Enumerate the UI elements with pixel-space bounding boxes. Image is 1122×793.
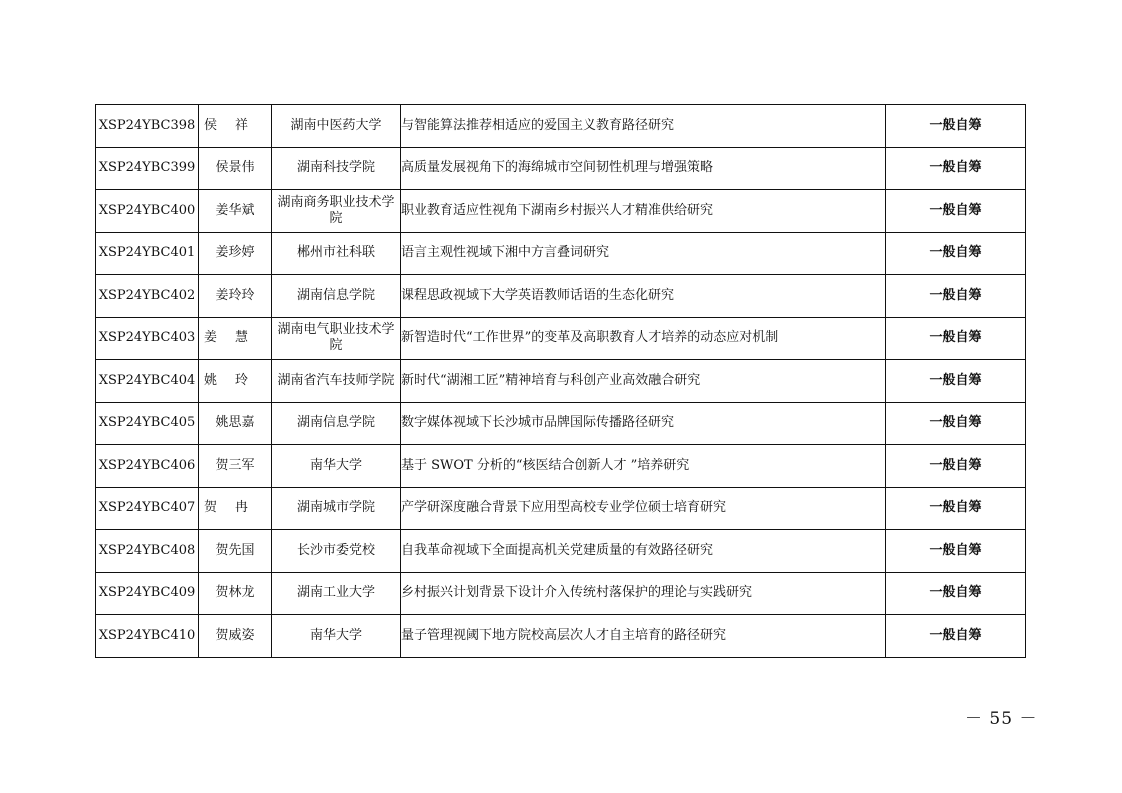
project-type: 一般自筹 <box>886 105 1026 148</box>
project-title: 职业教育适应性视角下湖南乡村振兴人才精准供给研究 <box>401 190 886 233</box>
table-row <box>96 487 1026 530</box>
project-table <box>95 104 1026 658</box>
project-title: 自我革命视域下全面提高机关党建质量的有效路径研究 <box>401 530 886 573</box>
applicant-name: 贺冉 <box>199 487 272 530</box>
table-row <box>96 572 1026 615</box>
institution: 湖南科技学院 <box>272 147 401 190</box>
table-row <box>96 317 1026 360</box>
institution: 南华大学 <box>272 445 401 488</box>
project-type: 一般自筹 <box>886 275 1026 318</box>
project-title: 量子管理视阈下地方院校高层次人才自主培育的路径研究 <box>401 615 886 658</box>
project-id: XSP24YBC409 <box>96 572 199 615</box>
project-title: 产学研深度融合背景下应用型高校专业学位硕士培育研究 <box>401 487 886 530</box>
table-row <box>96 147 1026 190</box>
project-id: XSP24YBC401 <box>96 232 199 275</box>
institution: 郴州市社科联 <box>272 232 401 275</box>
institution: 湖南省汽车技师学院 <box>272 360 401 403</box>
project-type: 一般自筹 <box>886 487 1026 530</box>
applicant-name: 姚玲 <box>199 360 272 403</box>
table-row <box>96 105 1026 148</box>
project-type: 一般自筹 <box>886 317 1026 360</box>
institution: 湖南城市学院 <box>272 487 401 530</box>
institution: 湖南中医药大学 <box>272 105 401 148</box>
project-type: 一般自筹 <box>886 530 1026 573</box>
institution: 湖南电气职业技术学院 <box>272 317 401 360</box>
institution: 湖南信息学院 <box>272 402 401 445</box>
project-id: XSP24YBC408 <box>96 530 199 573</box>
project-type: 一般自筹 <box>886 402 1026 445</box>
project-id: XSP24YBC400 <box>96 190 199 233</box>
project-id: XSP24YBC398 <box>96 105 199 148</box>
applicant-name: 贺先国 <box>199 530 272 573</box>
project-title: 数字媒体视域下长沙城市品牌国际传播路径研究 <box>401 402 886 445</box>
project-type: 一般自筹 <box>886 147 1026 190</box>
institution: 湖南信息学院 <box>272 275 401 318</box>
table-row <box>96 530 1026 573</box>
project-type: 一般自筹 <box>886 360 1026 403</box>
applicant-name: 姜玲玲 <box>199 275 272 318</box>
project-id: XSP24YBC404 <box>96 360 199 403</box>
project-title: 与智能算法推荐相适应的爱国主义教育路径研究 <box>401 105 886 148</box>
applicant-name: 侯祥 <box>199 105 272 148</box>
project-title: 高质量发展视角下的海绵城市空间韧性机理与增强策略 <box>401 147 886 190</box>
table-row <box>96 232 1026 275</box>
applicant-name: 贺三军 <box>199 445 272 488</box>
applicant-name: 姚思嘉 <box>199 402 272 445</box>
applicant-name: 姜珍婷 <box>199 232 272 275</box>
project-title: 语言主观性视域下湘中方言叠词研究 <box>401 232 886 275</box>
table-row <box>96 402 1026 445</box>
table-row <box>96 190 1026 233</box>
institution: 湖南工业大学 <box>272 572 401 615</box>
project-type: 一般自筹 <box>886 572 1026 615</box>
institution: 南华大学 <box>272 615 401 658</box>
applicant-name: 贺威姿 <box>199 615 272 658</box>
project-id: XSP24YBC405 <box>96 402 199 445</box>
applicant-name: 侯景伟 <box>199 147 272 190</box>
applicant-name: 姜华斌 <box>199 190 272 233</box>
applicant-name: 姜慧 <box>199 317 272 360</box>
project-title: 新智造时代“工作世界”的变革及高职教育人才培养的动态应对机制 <box>401 317 886 360</box>
table-row <box>96 360 1026 403</box>
project-id: XSP24YBC410 <box>96 615 199 658</box>
page-number: － 55 － <box>965 709 1038 729</box>
institution: 湖南商务职业技术学院 <box>272 190 401 233</box>
project-id: XSP24YBC406 <box>96 445 199 488</box>
project-id: XSP24YBC407 <box>96 487 199 530</box>
project-type: 一般自筹 <box>886 190 1026 233</box>
project-title: 新时代“湖湘工匠”精神培育与科创产业高效融合研究 <box>401 360 886 403</box>
project-title: 课程思政视域下大学英语教师话语的生态化研究 <box>401 275 886 318</box>
project-title: 基于 SWOT 分析的“核医结合创新人才 ”培养研究 <box>401 445 886 488</box>
applicant-name: 贺林龙 <box>199 572 272 615</box>
project-id: XSP24YBC402 <box>96 275 199 318</box>
project-id: XSP24YBC399 <box>96 147 199 190</box>
table-row <box>96 275 1026 318</box>
institution: 长沙市委党校 <box>272 530 401 573</box>
project-title: 乡村振兴计划背景下设计介入传统村落保护的理论与实践研究 <box>401 572 886 615</box>
table-row <box>96 445 1026 488</box>
project-type: 一般自筹 <box>886 615 1026 658</box>
project-id: XSP24YBC403 <box>96 317 199 360</box>
table-row <box>96 615 1026 658</box>
project-type: 一般自筹 <box>886 445 1026 488</box>
project-table-body <box>96 105 1026 658</box>
project-type: 一般自筹 <box>886 232 1026 275</box>
